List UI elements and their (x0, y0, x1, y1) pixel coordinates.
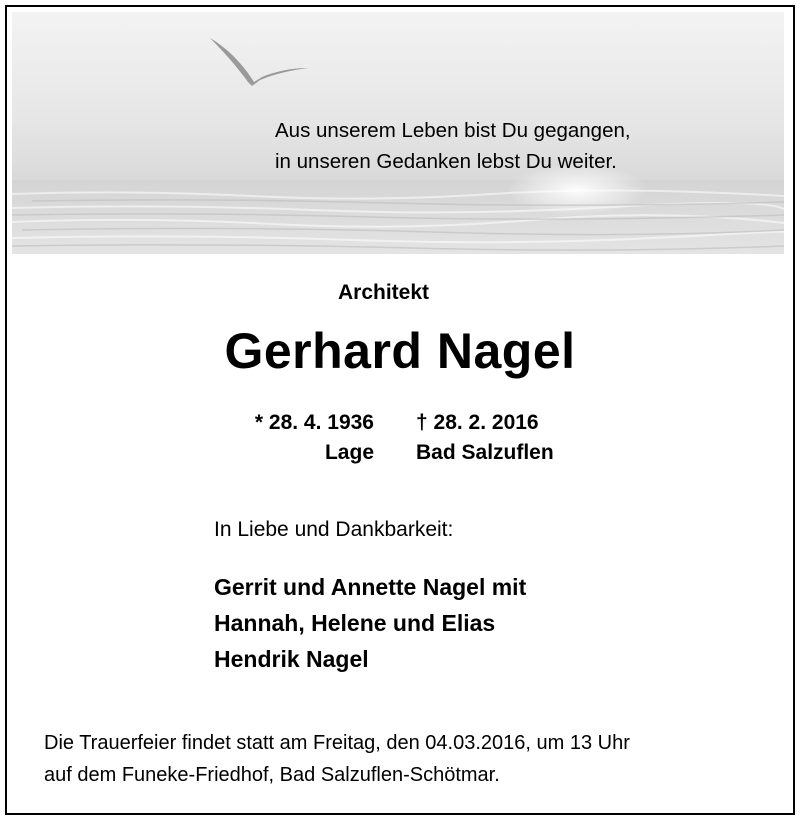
mourner-line: Hannah, Helene und Elias (214, 610, 496, 636)
quote-line-2: in unseren Gedanken lebst Du weiter. (275, 150, 617, 173)
mourner-line: Gerrit und Annette Nagel mit (214, 574, 527, 600)
profession: Architekt (338, 281, 430, 304)
quote-line-1: Aus unserem Leben bist Du gegangen, (275, 119, 631, 142)
funeral-line-2: auf dem Funeke-Friedhof, Bad Salzuflen-Schötmar. (44, 764, 500, 786)
funeral-details (44, 727, 630, 791)
mourner-line: Hendrik Nagel (214, 646, 369, 672)
funeral-line-1: Die Trauerfeier findet statt am Freitag, den 04.03.2016, um 13 Uhr (44, 732, 630, 754)
death-place: Bad Salzuflen (416, 441, 554, 464)
header-photo (12, 12, 784, 254)
death-date: † 28. 2. 2016 (416, 411, 539, 434)
memorial-quote (275, 115, 631, 177)
birth-info (190, 408, 374, 468)
mourners-intro: In Liebe und Dankbarkeit: (214, 518, 454, 541)
deceased-name: Gerhard Nagel (224, 323, 576, 379)
mourners-list (214, 569, 526, 677)
birth-date: * 28. 4. 1936 (254, 411, 374, 434)
birth-place: Lage (324, 441, 374, 464)
seagull-icon (210, 38, 308, 86)
death-info (416, 408, 554, 468)
